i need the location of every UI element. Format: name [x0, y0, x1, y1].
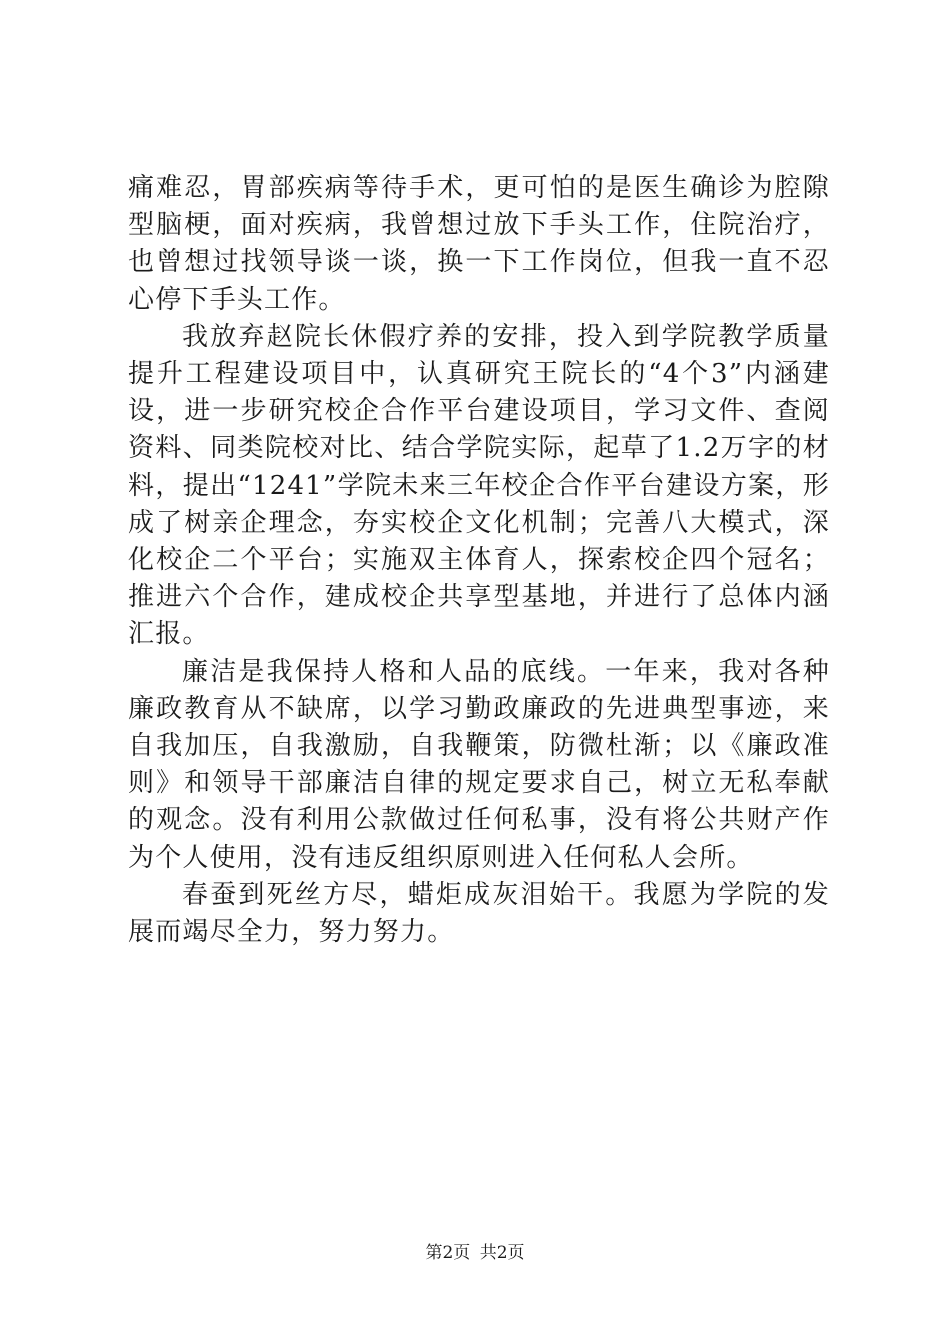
paragraph-closing: 春蚕到死丝方尽，蜡炬成灰泪始干。我愿为学院的发展而竭尽全力，努力努力。 [128, 879, 830, 948]
paragraph-project-work: 我放弃赵院长休假疗养的安排，投入到学院教学质量提升工程建设项目中，认真研究王院长的“4个3”内涵建设，进一步研究校企合作平台建设项目，学习文件、查阅资料、同类院校对比、结合学院实际，起草了1.2万字的材料，提出“1241”学院未来三年校企合作平台建设方案，形成了树亲企理念，夯实校企文化机制；完善八大模式，深化校企二个平台；实施双主体育人，探索校企四个冠名；推进六个合作，建成校企共享型基地，并进行了总体内涵汇报。 [128, 321, 830, 650]
paragraph-continued: 痛难忍，胃部疾病等待手术，更可怕的是医生确诊为腔隙型脑梗，面对疾病，我曾想过放下手头工作，住院治疗，也曾想过找领导谈一谈，换一下工作岗位，但我一直不忍心停下手头工作。 [128, 173, 830, 315]
page-number-footer: 第2页 共2页 [425, 1243, 525, 1263]
body-text [128, 170, 830, 951]
paragraph-integrity: 廉洁是我保持人格和人品的底线。一年来，我对各种廉政教育从不缺席，以学习勤政廉政的先进典型事迹，来自我加压，自我激励，自我鞭策，防微杜渐；以《廉政准则》和领导干部廉洁自律的规定要求自己，树立无私奉献的观念。没有利用公款做过任何私事，没有将公共财产作为个人使用，没有违反组织原则进入任何私人会所。 [128, 656, 830, 873]
